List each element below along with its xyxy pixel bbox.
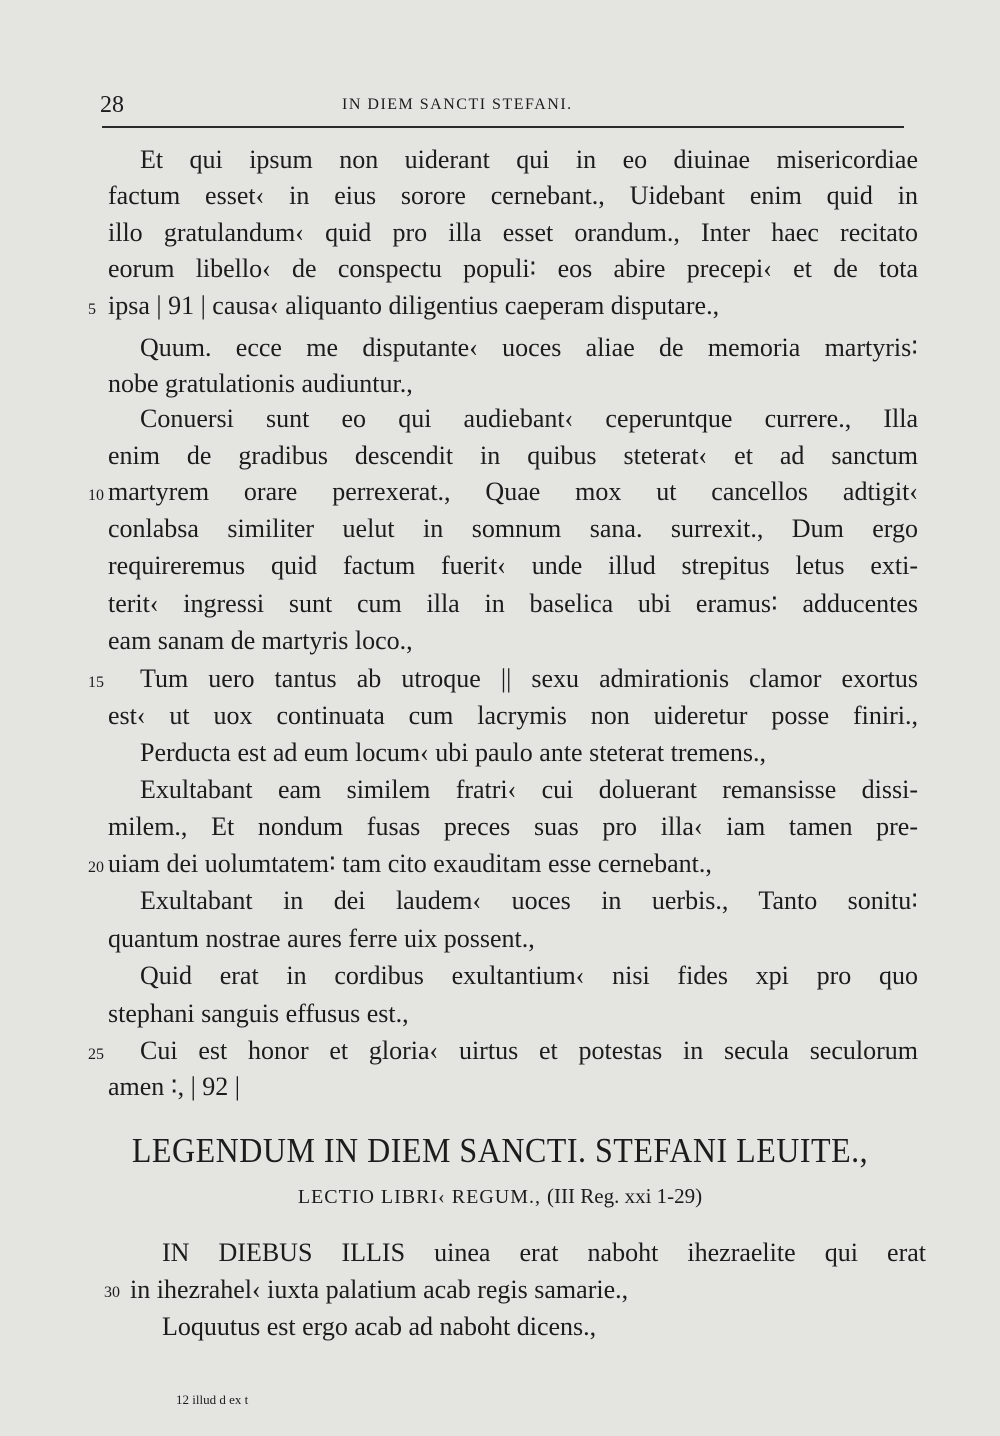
text-line: milem., Et nondum fusas preces suas pro illa‹ iam tamen pre- xyxy=(108,812,918,841)
text-line: enim de gradibus descendit in quibus steterat‹ et ad sanctum xyxy=(108,441,918,470)
page-number: 28 xyxy=(100,92,124,118)
text-line: Cui est honor et gloria‹ uirtus et potestas in secula seculorum xyxy=(140,1036,918,1065)
text-line: Exultabant in dei laudem‹ uoces in uerbis., Tanto sonitu∶ xyxy=(140,886,918,915)
text-line: factum esset‹ in eius sorore cernebant., Uidebant enim quid in xyxy=(108,181,918,210)
footnote: 12 illud d ex t xyxy=(176,1392,249,1407)
text-line: conlabsa similiter uelut in somnum sana. surrexit., Dum ergo xyxy=(108,514,918,543)
text-line: uiam dei uolumtatem∶ tam cito exauditam esse cernebant., xyxy=(108,849,712,878)
subtitle-reference: (III Reg. xxi 1-29) xyxy=(547,1184,703,1208)
text-line: est‹ ut uox continuata cum lacrymis non uideretur posse finiri., xyxy=(108,701,918,730)
text-line: Quum. ecce me disputante‹ uoces aliae de memoria martyris∶ xyxy=(140,333,918,362)
text-line: eorum libello‹ de conspectu populi∶ eos abire precepi‹ et de tota xyxy=(108,254,918,283)
line-number: 10 xyxy=(88,487,104,504)
text-line: in ihezrahel‹ iuxta palatium acab regis samarie., xyxy=(130,1275,629,1304)
text-line: Loquutus est ergo acab ad naboht dicens., xyxy=(162,1312,597,1341)
running-head: IN DIEM SANCTI STEFANI. xyxy=(342,96,573,113)
text-line: Tum uero tantus ab utroque || sexu admirationis clamor exortus xyxy=(140,664,918,693)
text-line: Et qui ipsum non uiderant qui in eo diuinae misericordiae xyxy=(140,145,918,174)
text-line: terit‹ ingressi sunt cum illa in baselica ubi eramus∶ adducentes xyxy=(108,589,918,618)
text-line: IN DIEBUS ILLIS uinea erat naboht ihezraelite qui erat xyxy=(162,1238,926,1267)
text-line: martyrem orare perrexerat., Quae mox ut cancellos adtigit‹ xyxy=(108,477,918,506)
section-subtitle xyxy=(0,1184,1000,1209)
text-line: illo gratulandum‹ quid pro illa esset orandum., Inter haec recitato xyxy=(108,218,918,247)
line-number: 25 xyxy=(88,1046,104,1063)
text-line: eam sanam de martyris loco., xyxy=(108,626,413,655)
text-line: Exultabant eam similem fratri‹ cui doluerant remansisse dissi- xyxy=(140,775,918,804)
text-line: stephani sanguis effusus est., xyxy=(108,999,409,1028)
text-line: amen ∶, | 92 | xyxy=(108,1072,240,1101)
line-number: 5 xyxy=(88,301,96,318)
subtitle-main: LECTIO LIBRI‹ REGUM., xyxy=(297,1186,542,1208)
text-line: requireremus quid factum fuerit‹ unde illud strepitus letus exti- xyxy=(108,551,918,580)
text-line: Conuersi sunt eo qui audiebant‹ ceperuntque currere., Illa xyxy=(140,404,918,433)
line-number: 15 xyxy=(88,674,104,691)
text-line: ipsa | 91 | causa‹ aliquanto diligentius caeperam disputare., xyxy=(108,291,720,320)
section-title: LEGENDUM IN DIEM SANCTI. STEFANI LEUITE., xyxy=(131,1130,869,1170)
line-number: 20 xyxy=(88,859,104,876)
text-line: Quid erat in cordibus exultantium‹ nisi fides xpi pro quo xyxy=(140,961,918,990)
text-line: quantum nostrae aures ferre uix possent., xyxy=(108,924,535,953)
page-header xyxy=(100,92,905,124)
line-number: 30 xyxy=(104,1284,120,1301)
header-rule xyxy=(102,126,904,128)
text-line: Perducta est ad eum locum‹ ubi paulo ante steterat tremens., xyxy=(140,738,766,767)
text-line: nobe gratulationis audiuntur., xyxy=(108,369,413,398)
